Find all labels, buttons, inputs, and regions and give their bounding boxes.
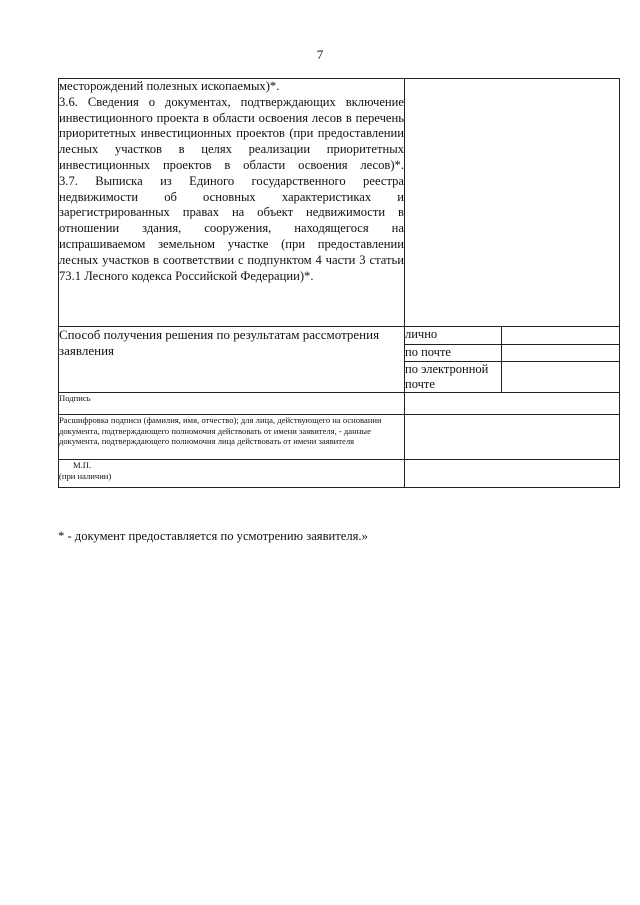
stamp-field[interactable]	[405, 460, 620, 488]
receipt-option-mail: по почте	[405, 345, 502, 362]
signature-decoding-row	[59, 415, 620, 460]
signature-decoding-field[interactable]	[405, 415, 620, 460]
receipt-option-mail-mark[interactable]	[502, 345, 620, 362]
stamp-label-cell	[59, 460, 405, 488]
receipt-method-row-personal	[59, 327, 620, 345]
documents-mark-cell[interactable]	[405, 79, 620, 327]
footnote: * - документ предоставляется по усмотрению заявителя.»	[58, 529, 368, 543]
signature-label: Подпись	[59, 393, 405, 415]
receipt-method-label: Способ получения решения по результатам рассмотрения заявления	[59, 327, 405, 393]
page-number: 7	[316, 47, 324, 62]
stamp-row	[59, 460, 620, 488]
signature-field[interactable]	[405, 393, 620, 415]
signature-decoding-label: Расшифровка подписи (фамилия, имя, отчество); для лица, действующего на основании документа, подтверждающего полномочия действовать от имени заявителя, - данные документа, подтверждающего полномочия лица действовать от имени заявителя	[59, 415, 405, 460]
application-form-table	[58, 78, 620, 488]
receipt-option-email: по электронной почте	[405, 362, 502, 393]
documents-row	[59, 79, 620, 327]
receipt-option-personal-mark[interactable]	[502, 327, 620, 345]
documents-item-3-6: 3.6. Сведения о документах, подтверждающих включение инвестиционного проекта в области освоения лесов в перечень приоритетных инвестиционных проектов (при предоставлении лесных участков в целях реализации приоритетных инвестиционных проектов в области освоения лесов)*.	[59, 94, 404, 172]
receipt-option-email-mark[interactable]	[502, 362, 620, 393]
stamp-mp: М.П.	[73, 460, 92, 470]
documents-item-3-7: 3.7. Выписка из Единого государственного реестра недвижимости об основных характеристиках и зарегистрированных правах на объект недвижимости в отношении здания, сооружения, находящегося на испрашиваемом земельном участке (при предоставлении лесных участков в соответствии с подпунктом 4 части 3 статьи 73.1 Лесного кодекса Российской Федерации)*.	[59, 173, 404, 283]
documents-line-prev: месторождений полезных ископаемых)*.	[59, 79, 280, 93]
stamp-note: (при наличии)	[59, 470, 112, 481]
documents-list-cell	[59, 79, 405, 327]
signature-row	[59, 393, 620, 415]
receipt-option-personal: лично	[405, 327, 502, 345]
